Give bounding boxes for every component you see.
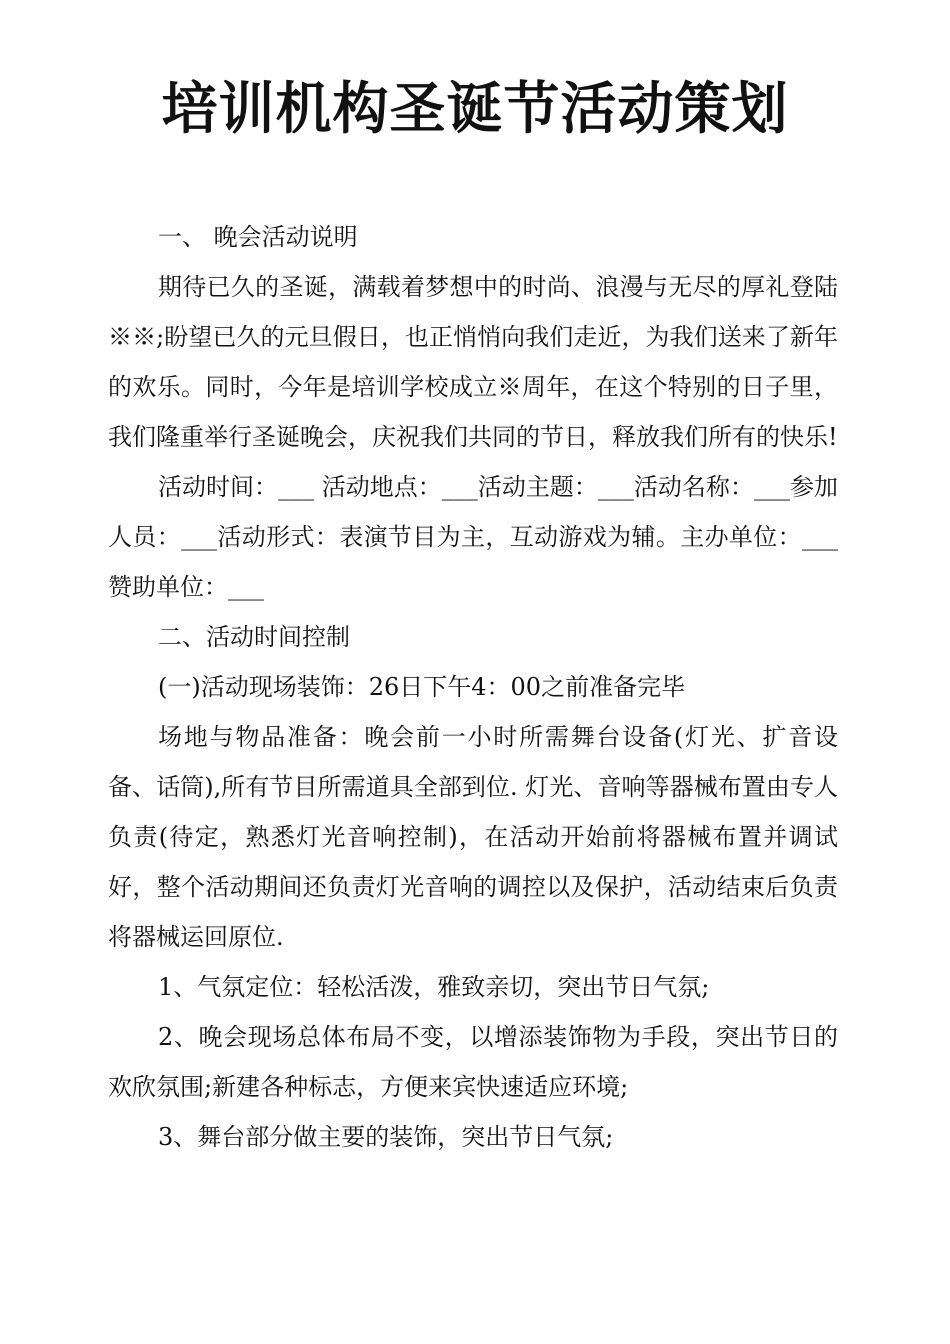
list-item: 3、舞台部分做主要的装饰，突出节日气氛; <box>158 1123 614 1151</box>
subsection-heading: (一)活动现场装饰：26日下午4：00之前准备完毕 <box>158 673 686 701</box>
body-paragraph: 场地与物品准备：晚会前一小时所需舞台设备(灯光、扩音设备、话筒),所有节目所需道具全部到位. 灯光、音响等器械布置由专人负责(待定，熟悉灯光音响控制)，在活动开始前将器械布置并调试好，整个活动期间还负责灯光音响的调控以及保护，活动结束后负责将器械运回原位. <box>108 723 838 951</box>
document-title: 培训机构圣诞节活动策划 <box>161 77 789 142</box>
list-item: 2、晚会现场总体布局不变，以增添装饰物为手段，突出节日的欢欣氛围;新建各种标志，方便来宾快速适应环境; <box>108 1023 838 1101</box>
list-item: 1、气氛定位：轻松活泼，雅致亲切，突出节日气氛; <box>158 973 710 1001</box>
body-paragraph: 期待已久的圣诞，满载着梦想中的时尚、浪漫与无尽的厚礼登陆※※;盼望已久的元旦假日，也正悄悄向我们走近，为我们送来了新年的欢乐。同时，今年是培训学校成立※周年，在这个特别的日子里，我们隆重举行圣诞晚会，庆祝我们共同的节日，释放我们所有的快乐! <box>108 273 838 451</box>
section-heading: 一、 晚会活动说明 <box>158 223 358 251</box>
document-body <box>108 212 838 1162</box>
section-heading: 二、活动时间控制 <box>158 623 350 651</box>
body-paragraph: 活动时间：___ 活动地点：___活动主题：___活动名称：___参加人员：___活动形式：表演节目为主，互动游戏为辅。主办单位：___赞助单位：___ <box>108 473 838 601</box>
